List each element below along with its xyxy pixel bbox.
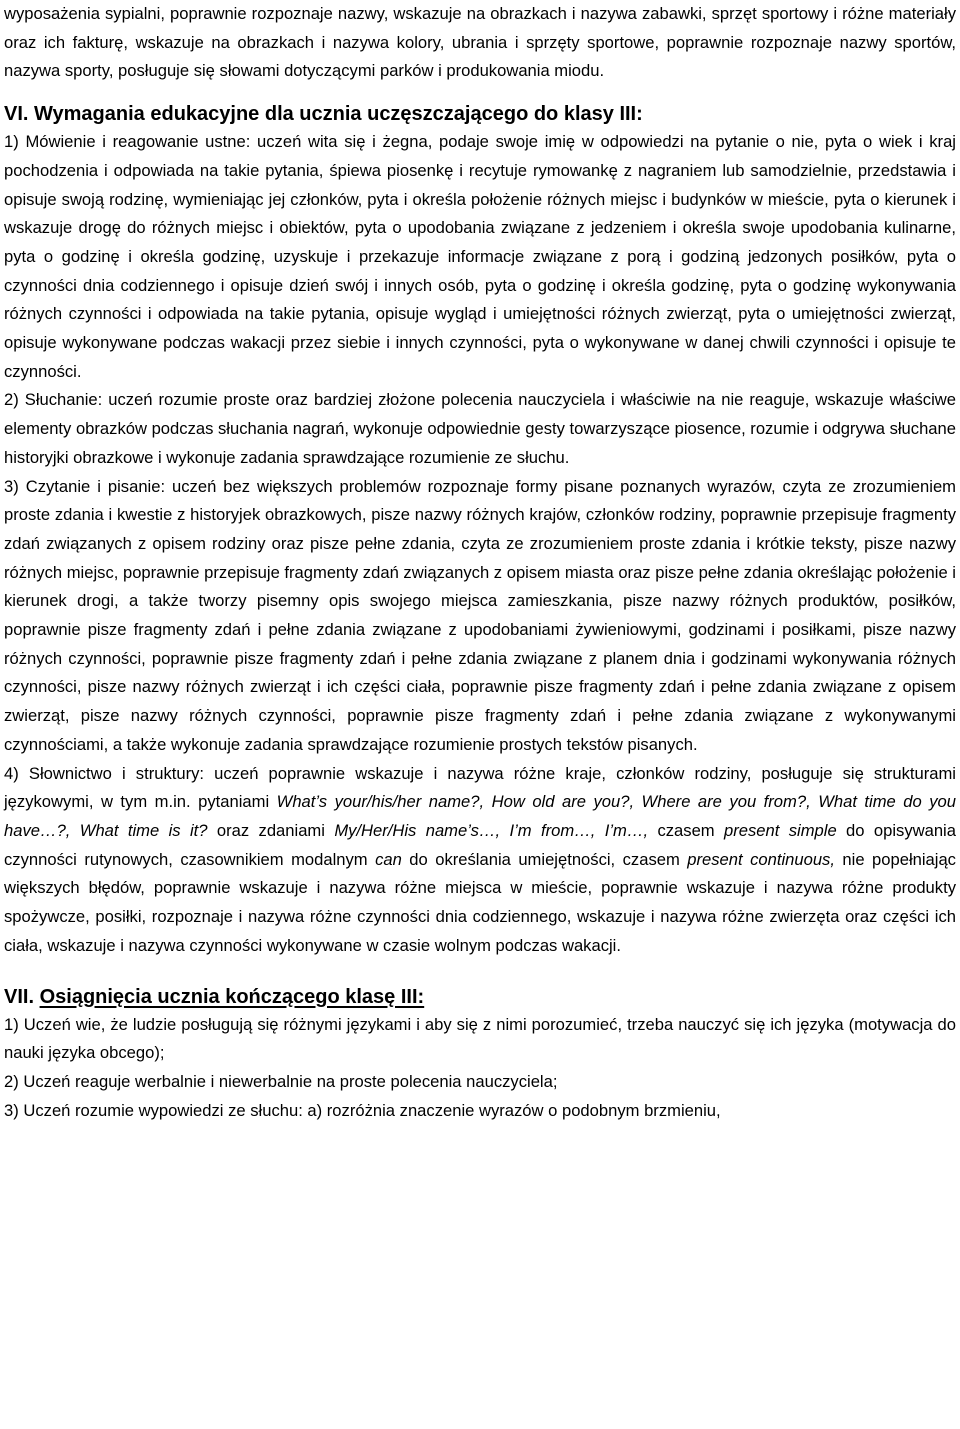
vocab-text-5: do określania umiejętności, czasem	[401, 849, 688, 869]
vocab-text-4: do opisywania czynności rutynowych, czasownikiem modalnym	[4, 820, 956, 869]
vocab-present-simple-italic: present simple	[724, 820, 837, 840]
section-vi-vocabulary-paragraph	[4, 760, 956, 961]
vocab-text-3: czasem	[648, 820, 724, 840]
vocab-text-2: oraz zdaniami	[207, 820, 335, 840]
section-vi-listening-paragraph: 2) Słuchanie: uczeń rozumie proste oraz bardziej złożone polecenia nauczyciela i właściwie na nie reaguje, wskazuje właściwe elementy obrazków podczas słuchania nagrań, wykonuje odpowiednie gesty towarzyszące piosence, rozumie i odgrywa słuchane historyjki obrazkowe i wykonuje zadania sprawdzające rozumienie ze słuchu.	[4, 390, 956, 467]
vocab-text-1: 4) Słownictwo i struktury: uczeń poprawnie wskazuje i nazywa różne kraje, członków rodziny, posługuje się strukturami językowymi, w tym m.in. pytaniami	[4, 763, 956, 812]
vocab-present-continuous-italic: present continuous,	[687, 849, 835, 869]
section-vi-heading: VI. Wymagania edukacyjne dla ucznia uczęszczającego do klasy III:	[4, 103, 643, 126]
vocab-can-italic: can	[375, 849, 402, 869]
section-vi-reading-writing-paragraph: 3) Czytanie i pisanie: uczeń bez większych problemów rozpoznaje formy pisane poznanych wyrazów, czyta ze zrozumieniem proste zdania i kwestie z historyjek obrazkowych, pisze nazwy różnych krajów, członków rodziny, poprawnie przepisuje fragmenty zdań związanych z opisem rodziny oraz pisze pełne zdania, czyta ze zrozumieniem proste zdania i krótkie teksty, pisze nazwy różnych miejsc, poprawnie przepisuje fragmenty zdań związanych z opisem miasta oraz pisze pełne zdania określając położenie i kierunek drogi, a także tworzy pisemny opis swojego miejsca zamieszkania, pisze nazwy różnych produktów, posiłków, poprawnie pisze fragmenty zdań i pełne zdania związane z upodobaniami żywieniowymi, godzinami i posiłkami, pisze nazwy różnych czynności, poprawnie pisze fragmenty zdań i pełne zdania związane z planem dnia i godzinami wykonywania różnych czynności, pisze nazwy różnych zwierząt i ich części ciała, poprawnie pisze fragmenty zdań i pełne zdania związane z opisem zwierząt, pisze nazwy różnych czynności, poprawnie pisze fragmenty zdań i pełne zdania związane z wykonywanymi czynnościami, a także wykonuje zadania sprawdzające rozumienie prostych tekstów pisanych.	[4, 476, 956, 754]
section-vii-item-3: 3) Uczeń rozumie wypowiedzi ze słuchu: a) rozróżnia znaczenie wyrazów o podobnym brzmieniu,	[4, 1100, 721, 1120]
section-vii-number: VII.	[4, 985, 35, 1008]
vocab-text-6: nie popełniając większych błędów, poprawnie wskazuje i nazywa różne miejsca w mieście, poprawnie wskazuje i nazywa różne produkty spożywcze, posiłki, rozpoznaje i nazywa różne czynności dnia codziennego, wskazuje i nazywa różne zwierzęta oraz części ich ciała, wskazuje i nazywa czynności wykonywane w czasie wolnym podczas wakacji.	[4, 849, 956, 955]
section-vii-title: Osiągnięcia ucznia kończącego klasę III:	[39, 985, 425, 1008]
section-vii-item-1: 1) Uczeń wie, że ludzie posługują się różnymi językami i aby się z nimi porozumieć, trzeba nauczyć się ich języka (motywacja do nauki języka obcego);	[4, 1014, 956, 1063]
intro-paragraph: wyposażenia sypialni, poprawnie rozpoznaje nazwy, wskazuje na obrazkach i nazywa zabawki, sprzęt sportowy i różne materiały oraz ich fakturę, wskazuje na obrazkach i nazywa kolory, ubrania i sprzęty sportowe, poprawnie rozpoznaje nazwy sportów, nazywa sporty, posługuje się słowami dotyczącymi parków i produkowania miodu.	[4, 4, 956, 81]
section-vii-heading	[4, 983, 956, 1011]
section-vi-speaking-paragraph: 1) Mówienie i reagowanie ustne: uczeń wita się i żegna, podaje swoje imię w odpowiedzi na pytanie o nie, pyta o wiek i kraj pochodzenia i odpowiada na takie pytania, śpiewa piosenkę i recytuje rymowankę z nagraniem lub samodzielnie, przedstawia i opisuje swoją rodzinę, wymieniając jej członków, pyta i określa położenie różnych miejsc i budynków w mieście, pyta o kierunek i wskazuje drogę do różnych miejsc i obiektów, pyta o upodobania związane z jedzeniem i określa swoje upodobania kulinarne, pyta o godzinę i określa godzinę, uzyskuje i przekazuje informacje związane z porą i godziną jedzonych posiłków, pyta o czynności dnia codziennego i opisuje dzień swój i innych osób, pyta o godzinę i określa godzinę, pyta o godzinę wykonywania różnych czynności i odpowiada na takie pytania, opisuje wygląd i umiejętności różnych zwierząt, pyta o umiejętności zwierząt, opisuje wykonywane podczas wakacji przez siebie i innych czynności, pyta o wykonywane w danej chwili czynności i opisuje te czynności.	[4, 132, 956, 381]
section-vii-item-2: 2) Uczeń reaguje werbalnie i niewerbalnie na proste polecenia nauczyciela;	[4, 1071, 558, 1091]
vocab-questions-italic: What’s your/his/her name?, How old are you?, Where are you from?, What time do you have…?, What time is it?	[4, 792, 957, 840]
vocab-sentences-italic: My/Her/His name’s…, I’m from…, I’m…,	[334, 820, 649, 840]
